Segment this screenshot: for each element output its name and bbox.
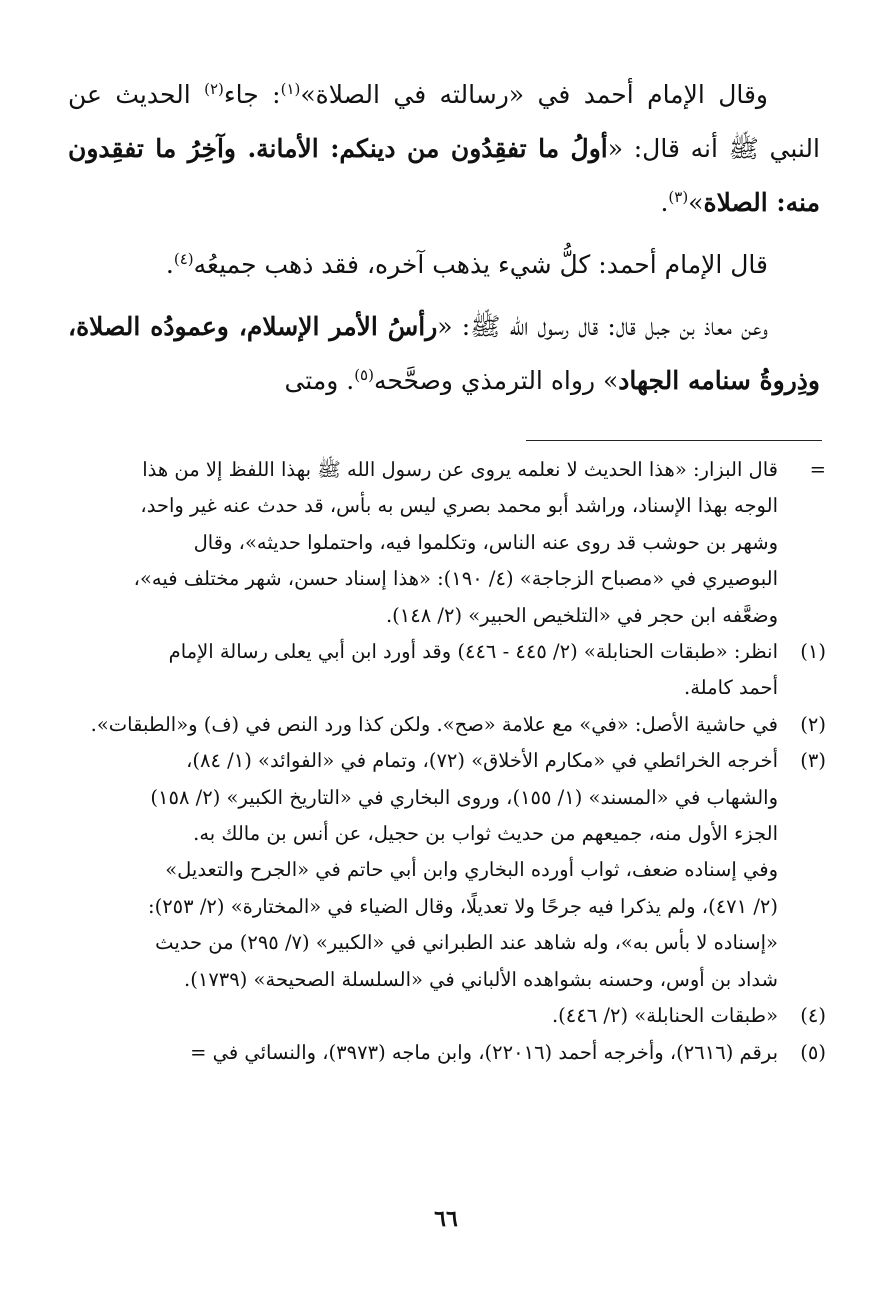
footnote-marker: (٢): [800, 712, 826, 736]
footnote-line: برقم (٢٦١٦)، وأخرجه أحمد (٢٢٠١٦)، وابن ماجه (٣٩٧٣)، والنسائي في =: [190, 1040, 778, 1064]
footnote-line: (٢/ ٤٧١)، ولم يذكرا فيه جرحًا ولا تعديلًا، وقال الضياء في «المختارة» (٢/ ٢٥٣):: [148, 894, 778, 918]
footnote-5: [66, 1035, 826, 1071]
footnote-line: والشهاب في «المسند» (١/ ١٥٥)، وروى البخاري في «التاريخ الكبير» (٢/ ١٥٨): [150, 785, 778, 809]
text-run: : جاء: [223, 80, 281, 109]
footnote-line: في حاشية الأصل: «في» مع علامة «صح». ولكن كذا ورد النص في (ف) و«الطبقات».: [90, 712, 778, 736]
footnote-line: «إسناده لا بأس به»، وله شاهد عند الطبراني في «الكبير» (٧/ ٢٩٥) من حديث: [155, 931, 778, 955]
footnote-line: «طبقات الحنابلة» (٢/ ٤٤٦).: [551, 1004, 778, 1028]
footnotes: [66, 452, 826, 1071]
page-number: ٦٦: [434, 1206, 458, 1232]
text-run: »: [688, 188, 704, 217]
footnote-separator: [526, 440, 822, 441]
hadith-quote: أولُ ما تفقِدُون من دينكم: الأمانة. وآخِرُ ما تفقِدون منه: الصلاة: [68, 134, 820, 217]
footnote-marker: =: [809, 458, 826, 481]
text-run: وعن معاذ بن جبل قال: قال رسول الله ﷺ: «: [437, 312, 768, 341]
footnote-line: البوصيري في «مصباح الزجاجة» (٤/ ١٩٠): «هذا إسناد حسن، شهر مختلف فيه»،: [133, 567, 778, 591]
text-run: » رواه الترمذي وصحَّحه: [373, 366, 619, 395]
footnote-marker: (٥): [800, 1040, 826, 1064]
paragraph-2: [68, 238, 820, 292]
footnote-line: أحمد كاملة.: [684, 676, 778, 700]
footnote-marker: (٤): [800, 1004, 826, 1028]
footnote-line: وضعَّفه ابن حجر في «التلخيص الحبير» (٢/ ١٤٨).: [385, 603, 778, 627]
footnote-ref-3[interactable]: (٣): [668, 188, 689, 206]
footnote-line: الجزء الأول منه، جميعهم من حديث ثواب بن حجيل، عن أنس بن مالك به.: [193, 822, 778, 846]
footnote-line: شداد بن أوس، وحسنه بشواهده الألباني في «السلسلة الصحيحة» (١٧٣٩).: [184, 967, 778, 991]
text-run: الحديث عن النبي ﷺ أنه قال: «: [68, 80, 820, 163]
text-run: .: [660, 188, 669, 217]
footnote-ref-1[interactable]: (١): [280, 80, 301, 98]
paragraph-3: [68, 300, 820, 408]
footnote-line: انظر: «طبقات الحنابلة» (٢/ ٤٤٥ - ٤٤٦) وقد أورد ابن أبي يعلى رسالة الإمام: [168, 640, 778, 664]
footnote-line: الوجه بهذا الإسناد، وراشد أبو محمد بصري ليس به بأس، قد حدث عنه غير واحد،: [140, 494, 778, 518]
footnote-line: قال البزار: «هذا الحديث لا نعلمه يروى عن رسول الله ﷺ بهذا اللفظ إلا من هذا: [142, 458, 778, 481]
main-text: [68, 68, 820, 408]
hadith-quote: رأسُ الأمر الإسلام، وعمودُه الصلاة، وذِروةُ سنامه الجهاد: [68, 312, 820, 395]
footnote-ref-2[interactable]: (٢): [204, 80, 224, 98]
footnote-line: وفي إسناده ضعف، ثواب أورده البخاري وابن أبي حاتم في «الجرح والتعديل»: [165, 858, 778, 882]
footnote-ref-5[interactable]: (٥): [354, 366, 374, 384]
text-run: .: [165, 250, 174, 279]
footnote-marker: (٣): [800, 749, 826, 773]
text-run: قال الإمام أحمد: كلُّ شيء يذهب آخره، فقد ذهب جميعُه: [193, 250, 768, 279]
footnote-line: أخرجه الخرائطي في «مكارم الأخلاق» (٧٢)، وتمام في «الفوائد» (١/ ٨٤)،: [186, 749, 778, 773]
paragraph-1: [68, 68, 820, 230]
footnote-3: [66, 743, 826, 998]
footnote-line: وشهر بن حوشب قد روى عنه الناس، وتكلموا فيه، واحتملوا حديثه»، وقال: [193, 530, 778, 554]
text-run: . ومتى: [284, 366, 355, 395]
footnote-marker: (١): [800, 640, 826, 664]
footnote-ref-4[interactable]: (٤): [173, 250, 194, 268]
footnote-1: [66, 634, 826, 707]
footnote-continuation: [66, 452, 826, 634]
footnote-4: [66, 998, 826, 1034]
text-run: وقال الإمام أحمد في «رسالته في الصلاة»: [300, 80, 769, 109]
footnote-2: [66, 707, 826, 743]
